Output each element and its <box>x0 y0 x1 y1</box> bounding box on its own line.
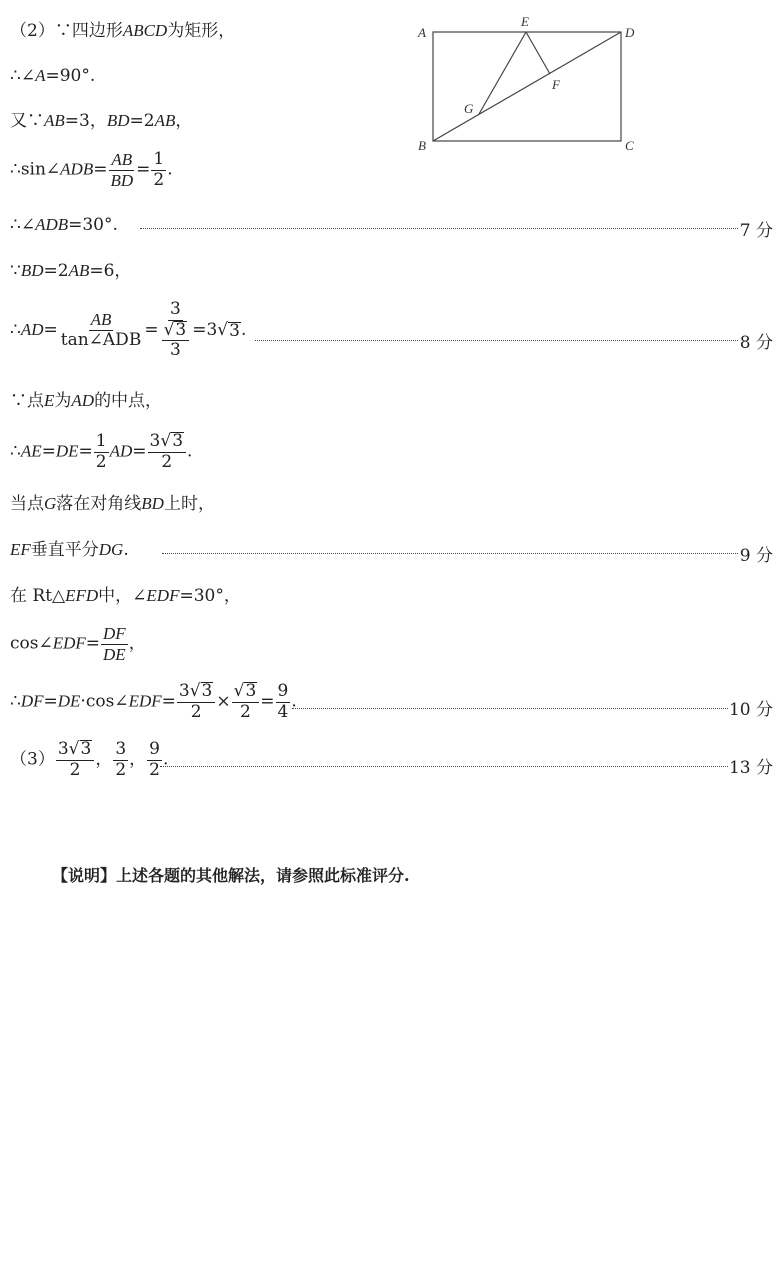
fraction-3-over-root3-3: 3 √ 3 3 <box>160 300 192 361</box>
score-7: 7 分 <box>739 221 773 241</box>
score-13: 13 分 <box>728 758 773 778</box>
fraction-ab-tan: AB tan∠ADB <box>60 310 142 350</box>
line-given-lengths: 又∵AB=3，BD=2AB， <box>10 111 193 131</box>
fraction-3root3-over-2: 3 √ 3 2 <box>56 740 95 780</box>
fraction-one-half: $\frac{1}{2}$ <box>153 149 165 190</box>
label-b: B <box>418 138 426 153</box>
line-angle-a: ∴∠A=90°. <box>10 66 96 86</box>
line-bd-6: ∵BD=2AB=6， <box>10 261 132 281</box>
fraction-9-over-2: $\frac{9}{2}$ <box>149 739 160 780</box>
segment-eg <box>479 32 526 114</box>
dotted-leader <box>255 340 738 341</box>
line-df-value: ∴DF=DE·cos∠EDF= 3 √ 3 2 × √ 3 2 = $\frac{9}{4}$ . <box>10 681 297 722</box>
line-g-on-bd: 当点G落在对角线BD上时， <box>10 494 215 514</box>
label-a: A <box>418 25 426 40</box>
fraction-one-half: $\frac{1}{2}$ <box>95 431 107 472</box>
line-angle-adb-30: ∴∠ADB=30°. <box>10 215 118 235</box>
line-sin-adb: ∴sin∠ADB= $\frac{AB}{BD}$ = $\frac{1}{2}$ . <box>10 149 173 190</box>
line-ad-value: ∴AD= AB tan∠ADB = 3 √ 3 3 =3 √ 3 . <box>10 299 247 361</box>
line-rectangle-premise: （2）∵四边形ABCD为矩形， <box>10 21 236 41</box>
fraction-df-de: $\frac{DF}{DE}$ <box>103 624 126 664</box>
label-f: F <box>552 77 560 92</box>
dotted-leader <box>292 708 728 709</box>
fraction-3root3-over-2: 3 √ 3 2 <box>177 682 216 722</box>
label-e: E <box>521 14 529 29</box>
line-part3-answers: （3） 3 √ 3 2 ， $\frac{3}{2}$ ， $\frac{9}{2}$ . <box>10 739 169 780</box>
line-e-midpoint: ∵点E为AD的中点， <box>10 391 163 411</box>
line-rt-efd: 在 Rt△EFD中，∠EDF=30°， <box>10 586 241 606</box>
score-8: 8 分 <box>739 333 773 353</box>
dotted-leader <box>162 553 738 554</box>
fraction-3root3-over-2: 3 √ 3 2 <box>148 432 187 472</box>
diagonal-bd <box>433 32 621 141</box>
line-ef-bisects: EF垂直平分DG. <box>10 540 129 560</box>
dotted-leader <box>140 228 738 229</box>
label-c: C <box>625 138 634 153</box>
segment-ef <box>526 32 550 74</box>
label-d: D <box>625 25 635 40</box>
line-cos-edf: cos∠EDF= $\frac{DF}{DE}$ ， <box>10 624 146 664</box>
dotted-leader <box>160 766 728 767</box>
fraction-9-over-4: $\frac{9}{4}$ <box>277 681 289 722</box>
label-g: G <box>464 101 474 116</box>
fraction-3-over-2: $\frac{3}{2}$ <box>115 739 127 780</box>
score-9: 9 分 <box>739 546 773 566</box>
score-10: 10 分 <box>728 700 773 720</box>
fraction-ab-bd: $\frac{AB}{BD}$ <box>110 150 134 190</box>
line-ae-de: ∴AE=DE= $\frac{1}{2}$ AD= 3 √ 3 2 . <box>10 431 193 472</box>
fraction-root3-over-2: √ 3 2 <box>232 682 260 722</box>
rectangle-diagram <box>412 10 642 155</box>
grading-note: 【说明】上述各题的其他解法，请参照此标准评分. <box>52 866 410 885</box>
